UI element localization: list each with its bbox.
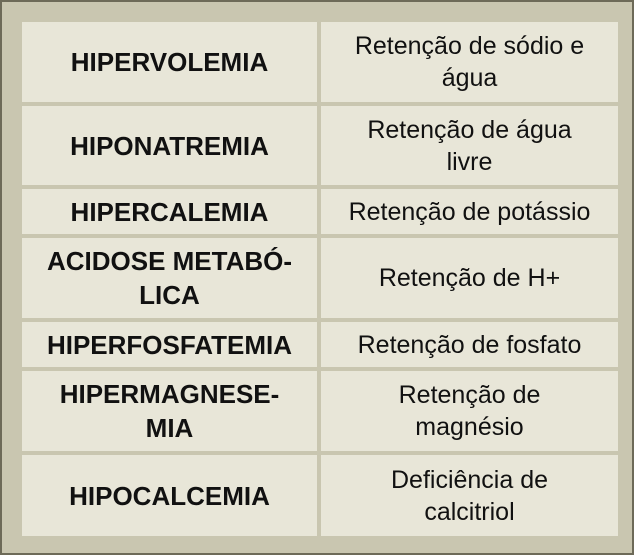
mechanism-cell: [321, 189, 618, 234]
mechanism-cell: [321, 238, 618, 318]
condition-cell: [22, 189, 317, 234]
condition-text: ACIDOSE METABÓ-: [46, 246, 293, 276]
table-row: [22, 22, 618, 102]
condition-cell: [22, 455, 317, 536]
mechanism-text: Retenção de água: [367, 115, 572, 144]
condition-text: HIPONATREMIA: [70, 130, 269, 161]
table-row: [22, 106, 618, 185]
table-row: [22, 371, 618, 451]
condition-cell: [22, 106, 317, 185]
condition-cell: [22, 22, 317, 102]
mechanism-text: água: [441, 64, 498, 92]
mechanism-text: Deficiência de: [390, 465, 549, 494]
table-row: [22, 238, 618, 318]
condition-text: HIPERVOLEMIA: [70, 47, 269, 77]
mechanism-text: Retenção de H+: [378, 264, 561, 292]
mechanism-text: calcitriol: [424, 497, 515, 526]
table-row: [22, 322, 618, 367]
condition-text: HIPERMAGNESE-: [59, 379, 280, 409]
condition-text: HIPERCALEMIA: [70, 196, 269, 227]
mechanism-cell: [321, 322, 618, 367]
condition-text: HIPOCALCEMIA: [69, 480, 270, 511]
condition-cell: [22, 322, 317, 367]
mechanism-cell: [321, 371, 618, 451]
condition-text: MIA: [145, 413, 194, 443]
mechanism-text: magnésio: [415, 413, 524, 441]
mechanism-cell: [321, 106, 618, 185]
condition-text: LICA: [139, 280, 200, 310]
mechanism-text: Retenção de potássio: [348, 197, 591, 226]
condition-cell: [22, 238, 317, 318]
mechanism-cell: [321, 22, 618, 102]
mechanism-text: Retenção de sódio e: [354, 32, 585, 60]
mechanism-cell: [321, 455, 618, 536]
electrolyte-table: [18, 18, 622, 540]
mechanism-text: Retenção de: [398, 381, 541, 409]
table-row: [22, 455, 618, 536]
mechanism-text: livre: [446, 147, 493, 176]
condition-text: HIPERFOSFATEMIA: [46, 329, 293, 360]
table-row: [22, 189, 618, 234]
condition-cell: [22, 371, 317, 451]
mechanism-text: Retenção de fosfato: [357, 330, 582, 359]
